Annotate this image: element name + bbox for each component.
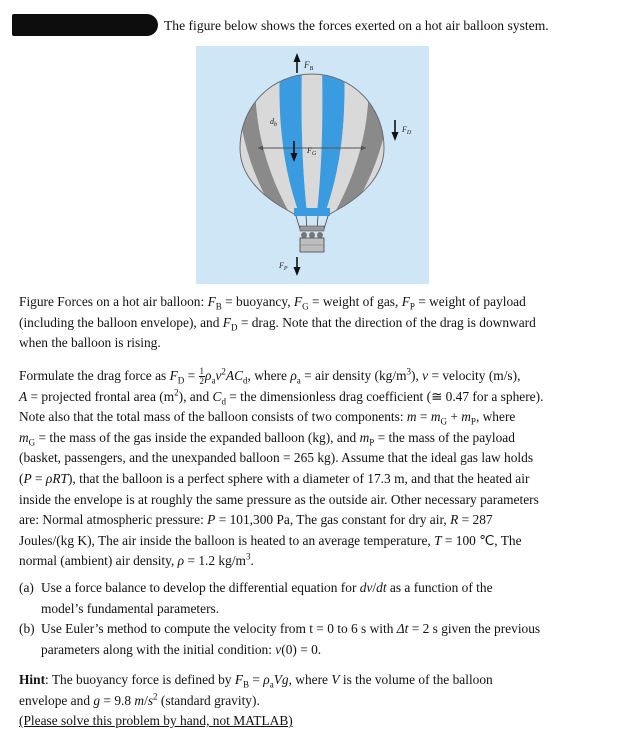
diameter-label: $d_b$ — [270, 117, 277, 128]
balloon-skirt — [294, 208, 330, 216]
redacted-region — [12, 14, 158, 36]
hint-paragraph: Hint: The buoyancy force is defined by $F_B = \rho_aVg$, where V is the volume of the balloon envelope and g = 9.8 $m/s^2$ (standard gravity). (Please solve this problem by hand, not MATLAB) — [19, 672, 493, 729]
question-a: (a) Use a force balance to develop the differential equation for dv/dt as a function of the model’s fundamental parameters. — [19, 580, 493, 616]
balloon-figure — [196, 46, 429, 284]
buoyancy-label: $F_B$ — [304, 60, 314, 72]
hand-solve-note: (Please solve this problem by hand, not MATLAB) — [19, 713, 293, 729]
drag-label: $F_D$ — [402, 125, 412, 136]
intro-text: The figure below shows the forces exerted on a hot air balloon system. — [164, 18, 549, 33]
question-b: (b) Use Euler’s method to compute the velocity from t = 0 to 6 s with Δt = 2 s given the previous parameters along with the initial condition: v(0) = 0. — [19, 621, 541, 657]
payload-weight-label: $F_P$ — [279, 261, 288, 272]
figure-caption: Figure Forces on a hot air balloon: $F_B$ = buoyancy, $F_G$ = weight of gas, $F_P$ = weight of payload (including the balloon envelope), and $F_D$ = drag. Note that the direction of the drag is downward when the balloon is rising. — [19, 294, 536, 351]
problem-statement: Formulate the drag force as $F_D$ = $\frac{1}{2}$ $\rho_av^2AC_d$, where $\rho_a$ = air density $(kg/m^3)$, v = velocity (m/s), A = projected frontal area $(m^2)$, and $C_d$ = the dimensionless drag coefficient (≅ 0.47 for a sphere). Note also that the total mass of the balloon consists of two components: $m = m_G + m_P$, where $m_G$ = the mass of the gas inside the expanded balloon (kg), and $m_P$ = the mass of the payload (basket, passengers, and the unexpanded balloon = 265 kg). Assume that the ideal gas law holds (P = ρRT), that the balloon is a perfect sphere with a diameter of 17.3 m, and that the heated air inside the envelope is at roughly the same pressure as the outside air. Other necessary parameters are: Normal atmospheric pressure: P = 101,300 Pa, The gas constant for dry air, R = 287 Joules/(kg K), The air inside the balloon is heated to an average temperature, T = 100 ℃, The normal (ambient) air density, ρ = 1.2 $kg/m^3$. — [19, 366, 544, 569]
gas-weight-label: $F_G$ — [307, 146, 317, 157]
hint-label: Hint — [19, 672, 46, 687]
